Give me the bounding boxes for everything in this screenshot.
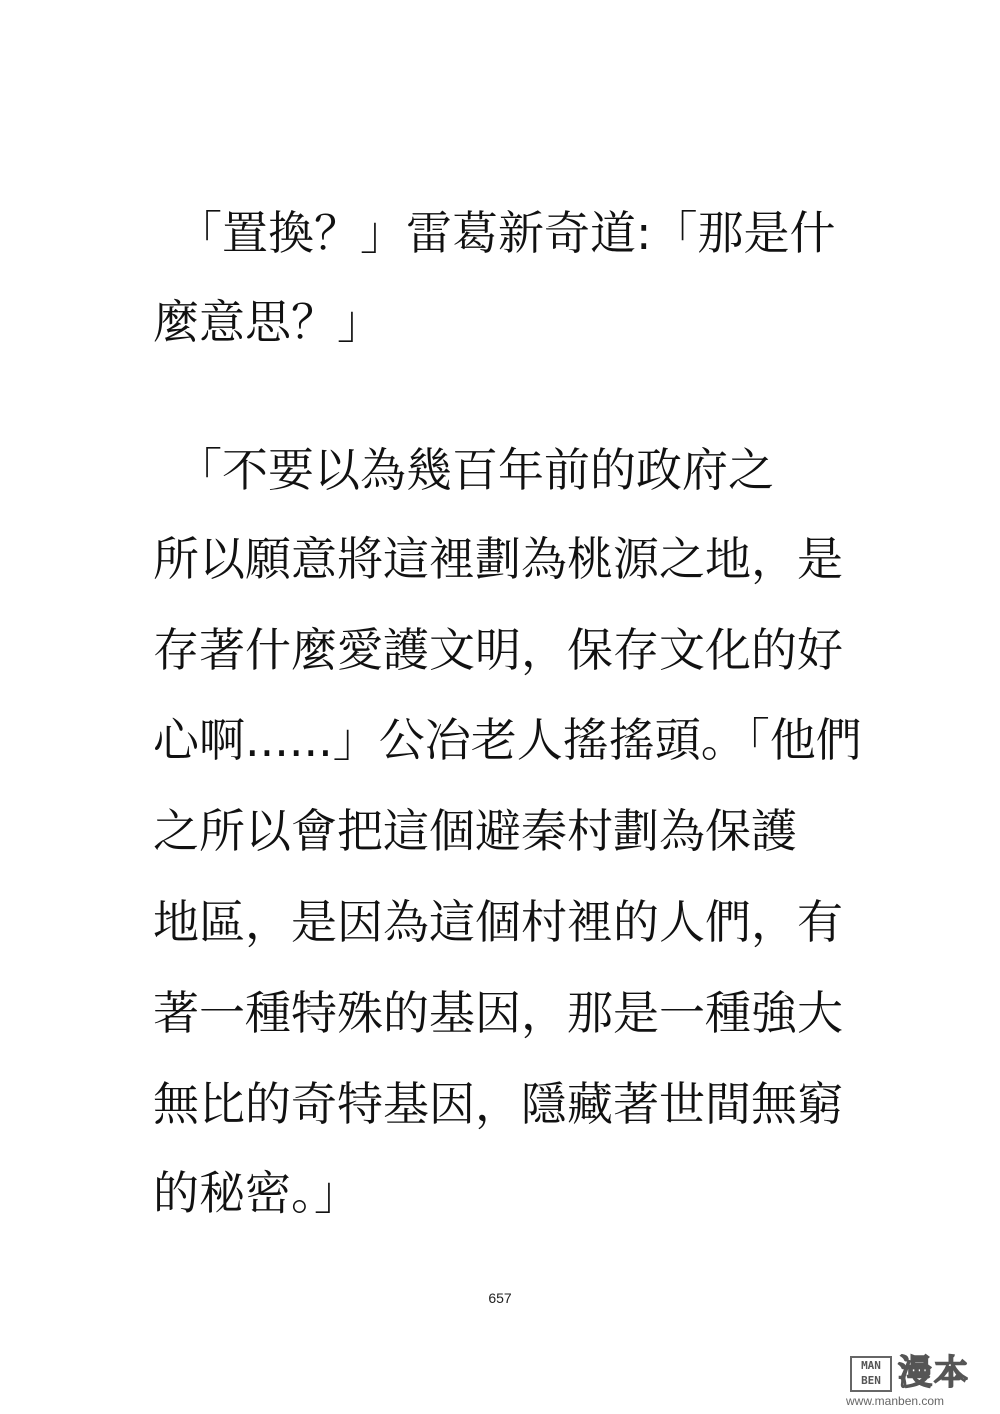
text-line: 無比的奇特基因，隱藏著世間無窮 <box>153 1077 843 1131</box>
text-line: 的秘密。」 <box>153 1166 360 1220</box>
watermark-box-bottom: BEN <box>861 1374 881 1387</box>
text-line: 之所以會把這個避秦村劃為保護 <box>153 804 797 858</box>
watermark-chinese: 漫本 <box>898 1353 970 1393</box>
text-line: 麼意思？」 <box>153 295 383 349</box>
text-line: 所以願意將這裡劃為桃源之地，是 <box>153 532 843 586</box>
watermark-url: www.manben.com <box>846 1394 945 1408</box>
text-line: 地區，是因為這個村裡的人們，有 <box>153 895 843 949</box>
watermark-logo <box>842 1352 992 1408</box>
text-line: 著一種特殊的基因，那是一種強大 <box>153 986 843 1040</box>
text-line: 存著什麼愛護文明，保存文化的好 <box>153 623 843 677</box>
watermark-box-top: MAN <box>861 1359 881 1372</box>
text-line: 「置換？」雷葛新奇道:「那是什 <box>153 206 836 260</box>
page-number: 657 <box>488 1290 512 1306</box>
text-line: 心啊......」公冶老人搖搖頭。「他們 <box>153 713 862 767</box>
watermark-box <box>850 1356 892 1392</box>
text-line: 「不要以為幾百年前的政府之 <box>153 443 774 497</box>
